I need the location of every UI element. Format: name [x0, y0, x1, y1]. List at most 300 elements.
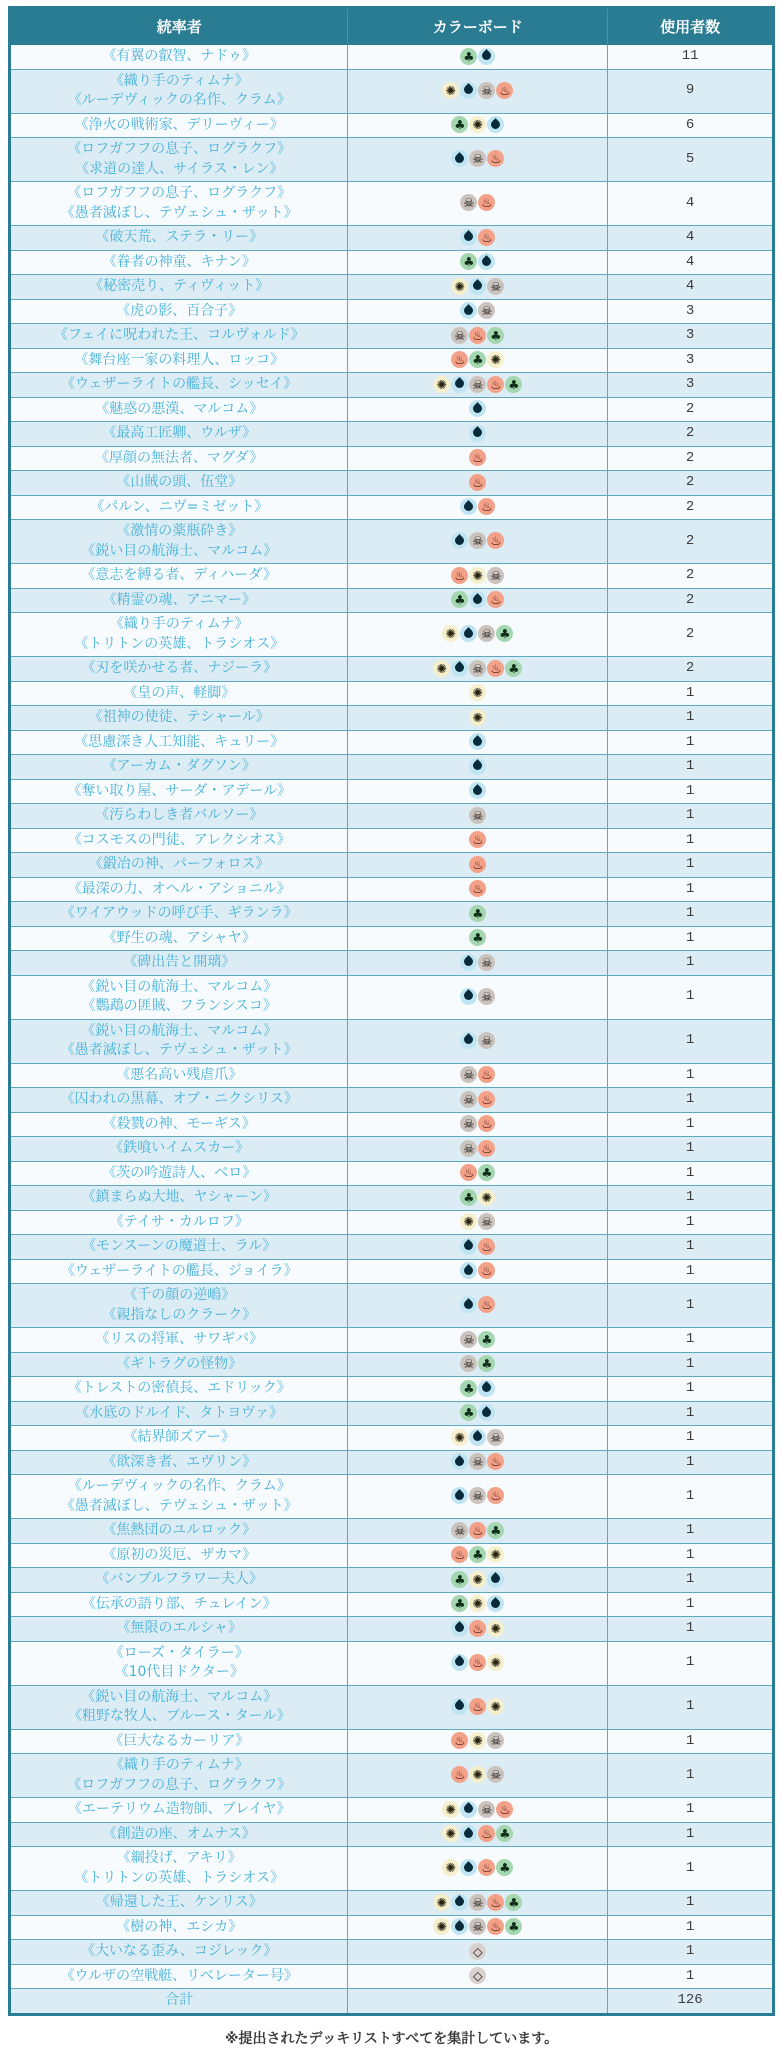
- color-identity-cell: [348, 69, 608, 113]
- usage-count-cell: 1: [608, 828, 774, 853]
- table-row: [10, 1822, 774, 1847]
- color-identity-cell: [348, 1137, 608, 1162]
- commander-name-link[interactable]: 《奪い取り屋、サーダ・アデール》: [67, 782, 292, 799]
- color-identity-cell: [348, 588, 608, 613]
- color-identity-cell: [348, 138, 608, 182]
- color-identity-cell: [348, 951, 608, 976]
- usage-count-cell: 1: [608, 1328, 774, 1353]
- total-label-cell: 合計: [10, 1989, 348, 2015]
- red-mana-icon: ♨: [469, 1698, 486, 1715]
- commander-name-link[interactable]: 《無限のエルシャ》: [116, 1620, 242, 1636]
- blue-mana-icon: [469, 591, 486, 608]
- table-row: [10, 828, 774, 853]
- usage-count-cell: 2: [608, 397, 774, 422]
- table-row: [10, 975, 774, 1019]
- green-mana-icon: ♣: [451, 591, 468, 608]
- color-identity-cell: [348, 250, 608, 275]
- commander-name-link[interactable]: 《伝承の語り部、チュレイン》: [81, 1595, 277, 1612]
- red-mana-icon: ♨: [487, 1918, 504, 1935]
- usage-count-cell: 2: [608, 613, 774, 657]
- white-mana-icon: ✺: [442, 1801, 459, 1818]
- color-identity-cell: [348, 422, 608, 447]
- black-mana-icon: ☠: [469, 1453, 486, 1470]
- color-identity-cell: [348, 1964, 608, 1989]
- commander-name-cell: [10, 348, 348, 373]
- white-mana-icon: ✺: [433, 1894, 450, 1911]
- commander-name-link[interactable]: 《悪名高い残虐爪》: [116, 1066, 243, 1083]
- commander-name-cell: [10, 1543, 348, 1568]
- commander-name-link[interactable]: 《大いなる歪み、コジレック》: [81, 1943, 278, 1959]
- commander-name-cell: [10, 730, 348, 755]
- color-identity-cell: [348, 1284, 608, 1328]
- color-identity-cell: [348, 1641, 608, 1685]
- water-drop-shape: [462, 1264, 475, 1277]
- black-mana-icon: ☠: [460, 1115, 477, 1132]
- blue-mana-icon: [469, 1429, 486, 1446]
- blue-mana-icon: [460, 229, 477, 246]
- commander-name-cell: [10, 828, 348, 853]
- white-mana-icon: ✺: [451, 278, 468, 295]
- commander-name-link[interactable]: 《眷者の神童、キナン》: [102, 253, 256, 270]
- commander-name-link[interactable]: 《織り手のティムナ》: [109, 72, 249, 89]
- color-identity-cell: [348, 730, 608, 755]
- table-row: [10, 397, 774, 422]
- commander-name-link[interactable]: 《刃を咲かせる者、ナジーラ》: [81, 660, 278, 676]
- red-mana-icon: ♨: [487, 660, 504, 677]
- table-row: [10, 373, 774, 398]
- commander-name-link[interactable]: 《バンブルフラワー夫人》: [95, 1571, 263, 1587]
- commander-name-cell: [10, 1729, 348, 1754]
- color-identity-cell: [348, 397, 608, 422]
- commander-name-link[interactable]: 《フェイに呪われた王、コルヴォルド》: [53, 327, 305, 343]
- water-drop-shape: [489, 1572, 502, 1585]
- color-identity-cell: [348, 520, 608, 564]
- color-identity-cell: [348, 1352, 608, 1377]
- commander-name-link[interactable]: 《アーカム・ダグソン》: [102, 758, 256, 774]
- blue-mana-icon: [460, 1238, 477, 1255]
- commander-name-link[interactable]: 《リスの将軍、サワギバ》: [95, 1331, 264, 1347]
- water-drop-shape: [462, 1239, 475, 1252]
- color-identity-cell: [348, 564, 608, 589]
- table-row: [10, 588, 774, 613]
- blue-mana-icon: [460, 625, 477, 642]
- commander-name-link[interactable]: 《ウェザーライトの艦長、シッセイ》: [61, 376, 298, 392]
- red-mana-icon: ♨: [460, 1164, 477, 1181]
- usage-count-cell: 1: [608, 1063, 774, 1088]
- color-identity-cell: [348, 779, 608, 804]
- table-row: [10, 1641, 774, 1685]
- commander-name-link[interactable]: 《鋭い目の航海士、マルコム》: [81, 542, 278, 559]
- commander-name-link[interactable]: 《鋭い目の航海士、マルコム》: [81, 1688, 278, 1705]
- usage-count-cell: 1: [608, 1754, 774, 1798]
- commander-name-cell: [10, 422, 348, 447]
- commander-name-link[interactable]: 《野生の魂、アシャヤ》: [102, 929, 256, 946]
- commander-name-link[interactable]: 《浄火の戦術家、デリーヴィー》: [74, 116, 284, 133]
- commander-name-link[interactable]: 《虎の影、百合子》: [116, 302, 243, 319]
- usage-count-cell: 1: [608, 1543, 774, 1568]
- commander-name-link[interactable]: 《茨の吟遊詩人、ベロ》: [102, 1164, 257, 1181]
- commander-name-link[interactable]: 《厚顔の無法者、マグダ》: [95, 449, 264, 466]
- color-identity-cell: [348, 1186, 608, 1211]
- table-row: [10, 226, 774, 251]
- green-mana-icon: ♣: [451, 116, 468, 133]
- commander-name-link[interactable]: 《原初の災厄、ザカマ》: [102, 1546, 257, 1563]
- blue-mana-icon: [478, 1380, 495, 1397]
- usage-count-cell: 1: [608, 975, 774, 1019]
- black-mana-icon: ☠: [460, 1355, 477, 1372]
- green-mana-icon: ♣: [496, 625, 513, 642]
- commander-name-link[interactable]: 《コスモスの門徒、アレクシオス》: [67, 831, 291, 848]
- colorless-mana-icon: ◇: [469, 1943, 486, 1960]
- red-mana-icon: ♨: [469, 831, 486, 848]
- commander-name-link[interactable]: 《ロフガフフの息子、ログラクフ》: [67, 185, 292, 201]
- red-mana-icon: ♨: [469, 449, 486, 466]
- commander-name-cell: [10, 926, 348, 951]
- commander-name-link[interactable]: 《パルン、ニヴ=ミゼット》: [90, 498, 269, 515]
- color-identity-cell: [348, 828, 608, 853]
- commander-name-link[interactable]: 《テイサ・カルロフ》: [109, 1213, 249, 1230]
- commander-name-link[interactable]: 《トリトンの英雄、トラシオス》: [74, 1869, 285, 1886]
- commander-name-link[interactable]: 《求道の達人、サイラス・レン》: [75, 160, 284, 177]
- blue-mana-icon: [469, 782, 486, 799]
- commander-name-link[interactable]: 《エーテリウム造物師、ブレイヤ》: [67, 1801, 291, 1817]
- blue-mana-icon: [460, 1262, 477, 1279]
- commander-name-cell: [10, 373, 348, 398]
- usage-count-cell: 1: [608, 1940, 774, 1965]
- water-drop-shape: [462, 627, 475, 640]
- color-identity-cell: [348, 1617, 608, 1642]
- footnote: ※提出されたデッキリストすべてを集計しています。: [224, 2030, 559, 2047]
- commander-name-cell: [10, 1891, 348, 1916]
- usage-count-cell: 1: [608, 1112, 774, 1137]
- table-row: [10, 113, 774, 138]
- water-drop-shape: [471, 402, 484, 415]
- table-row: [10, 926, 774, 951]
- table-row: [10, 1259, 774, 1284]
- usage-count-cell: 1: [608, 779, 774, 804]
- black-mana-icon: ☠: [451, 327, 468, 344]
- white-mana-icon: ✺: [433, 660, 450, 677]
- white-mana-icon: ✺: [487, 1546, 504, 1563]
- blue-mana-icon: [469, 278, 486, 295]
- color-identity-cell: [348, 1847, 608, 1891]
- usage-count-cell: 1: [608, 853, 774, 878]
- commander-name-link[interactable]: 《織り手のティムナ》: [109, 616, 249, 632]
- color-identity-cell: [348, 1891, 608, 1916]
- table-row: [10, 951, 774, 976]
- commander-name-link[interactable]: 《鋭い目の航海士、マルコム》: [81, 1022, 278, 1039]
- usage-count-cell: 2: [608, 471, 774, 496]
- color-identity-cell: [348, 1210, 608, 1235]
- table-row: [10, 275, 774, 300]
- commander-name-cell: [10, 495, 348, 520]
- commander-name-link[interactable]: 《魅惑の悪漢、マルコム》: [95, 400, 264, 417]
- usage-count-cell: 1: [608, 1822, 774, 1847]
- colorless-mana-icon: ◇: [469, 1967, 486, 1984]
- water-drop-shape: [471, 426, 484, 439]
- black-mana-icon: ☠: [469, 660, 486, 677]
- color-identity-cell: [348, 1450, 608, 1475]
- commander-name-cell: [10, 1592, 348, 1617]
- water-drop-shape: [453, 1455, 466, 1468]
- commander-name-link[interactable]: 《焦熱団のユルロック》: [102, 1522, 257, 1538]
- blue-mana-icon: [460, 1296, 477, 1313]
- commander-name-link[interactable]: 《粗野な牧人、ブルース・タール》: [67, 1708, 291, 1724]
- commander-name-link[interactable]: 《ロフガフフの息子、ログラクフ》: [67, 1776, 292, 1793]
- commander-name-link[interactable]: 《鋭い目の航海士、マルコム》: [81, 978, 278, 995]
- commander-name-cell: [10, 520, 348, 564]
- table-row: [10, 45, 774, 70]
- blue-mana-icon: [460, 988, 477, 1005]
- commander-name-link[interactable]: 《最深の力、オヘル・アショニル》: [67, 880, 291, 897]
- commander-name-cell: [10, 657, 348, 682]
- water-drop-shape: [480, 255, 493, 268]
- white-mana-icon: ✺: [433, 1918, 450, 1935]
- commander-name-link[interactable]: 《ロフガフフの息子、ログラクフ》: [67, 141, 292, 157]
- commander-name-link[interactable]: 《鍛冶の神、パーフォロス》: [88, 856, 270, 872]
- commander-name-link[interactable]: 《ローズ・タイラー》: [109, 1644, 249, 1661]
- commander-name-cell: [10, 1798, 348, 1823]
- usage-count-cell: 1: [608, 1964, 774, 1989]
- green-mana-icon: ♣: [505, 660, 522, 677]
- table-row: [10, 1088, 774, 1113]
- color-identity-cell: [348, 275, 608, 300]
- black-mana-icon: ☠: [487, 1429, 504, 1446]
- commander-name-cell: [10, 1235, 348, 1260]
- blue-mana-icon: [451, 532, 468, 549]
- commander-name-link[interactable]: 《激情の薬瓶砕き》: [116, 523, 243, 539]
- color-identity-cell: [348, 975, 608, 1019]
- color-identity-cell: [348, 1592, 608, 1617]
- black-mana-icon: ☠: [469, 376, 486, 393]
- green-mana-icon: ♣: [469, 929, 486, 946]
- table-row: [10, 1915, 774, 1940]
- red-mana-icon: ♨: [487, 150, 504, 167]
- table-row: [10, 69, 774, 113]
- blue-mana-icon: [460, 1859, 477, 1876]
- green-mana-icon: ♣: [469, 1546, 486, 1563]
- commander-name-cell: [10, 45, 348, 70]
- commander-name-link[interactable]: 《ギトラグの怪物》: [116, 1355, 243, 1372]
- commander-name-link[interactable]: 《ルーデヴィックの名作、クラム》: [67, 92, 291, 108]
- red-mana-icon: ♨: [451, 567, 468, 584]
- usage-count-cell: 4: [608, 250, 774, 275]
- water-drop-shape: [471, 735, 484, 748]
- table-row: [10, 1352, 774, 1377]
- commander-name-link[interactable]: 《親指なしのクラーク》: [102, 1306, 257, 1323]
- white-mana-icon: ✺: [487, 1654, 504, 1671]
- red-mana-icon: ♨: [469, 880, 486, 897]
- table-row: [10, 564, 774, 589]
- red-mana-icon: ♨: [469, 1620, 486, 1637]
- water-drop-shape: [462, 1861, 475, 1874]
- color-identity-cell: [348, 1161, 608, 1186]
- commander-name-link[interactable]: 《水底のドルイド、タトヨヴァ》: [75, 1404, 284, 1421]
- column-header-commander: 統率者: [10, 8, 348, 45]
- color-identity-cell: [348, 1729, 608, 1754]
- commander-name-cell: [10, 1019, 348, 1063]
- table-row: [10, 348, 774, 373]
- usage-count-cell: 1: [608, 1259, 774, 1284]
- commander-name-link[interactable]: 《織り手のティムナ》: [109, 1757, 249, 1773]
- commander-name-cell: [10, 779, 348, 804]
- table-row: [10, 1475, 774, 1519]
- red-mana-icon: ♨: [487, 376, 504, 393]
- commander-name-link[interactable]: 《欲深き者、エヴリン》: [102, 1453, 257, 1470]
- commander-name-link[interactable]: 《ウェザーライトの艦長、ジョイラ》: [60, 1262, 298, 1279]
- commander-name-cell: [10, 1685, 348, 1729]
- table-row: [10, 138, 774, 182]
- white-mana-icon: ✺: [469, 1732, 486, 1749]
- commander-name-link[interactable]: 《ウルザの空戦艇、リベレーター号》: [60, 1967, 298, 1984]
- table-row: [10, 1112, 774, 1137]
- commander-name-cell: [10, 1328, 348, 1353]
- commander-name-cell: [10, 1915, 348, 1940]
- white-mana-icon: ✺: [433, 376, 450, 393]
- water-drop-shape: [471, 1430, 484, 1443]
- commander-name-cell: [10, 975, 348, 1019]
- water-drop-shape: [462, 955, 475, 968]
- commander-name-link[interactable]: 《汚らわしき者バルソー》: [95, 807, 264, 823]
- usage-count-cell: 1: [608, 730, 774, 755]
- red-mana-icon: ♨: [451, 351, 468, 368]
- usage-count-cell: 1: [608, 1519, 774, 1544]
- usage-count-cell: 1: [608, 1377, 774, 1402]
- commander-name-link[interactable]: 《有翼の叡智、ナドゥ》: [102, 48, 257, 64]
- water-drop-shape: [453, 1489, 466, 1502]
- commander-name-link[interactable]: 《最高工匠卿、ウルザ》: [102, 425, 257, 441]
- commander-name-cell: [10, 138, 348, 182]
- water-drop-shape: [462, 83, 475, 96]
- usage-count-cell: 1: [608, 706, 774, 731]
- black-mana-icon: ☠: [460, 1331, 477, 1348]
- usage-count-cell: 1: [608, 755, 774, 780]
- black-mana-icon: ☠: [469, 532, 486, 549]
- red-mana-icon: ♨: [478, 1262, 495, 1279]
- blue-mana-icon: [487, 116, 504, 133]
- commander-name-link[interactable]: 《トリトンの英雄、トラシオス》: [74, 635, 285, 652]
- commander-name-link[interactable]: 《殺戮の神、モーギス》: [102, 1115, 256, 1132]
- green-mana-icon: ♣: [505, 1918, 522, 1935]
- commander-name-link[interactable]: 《鸚鵡の匪賊、フランシスコ》: [81, 998, 277, 1014]
- commander-name-link[interactable]: 《帰還した王、ケンリス》: [95, 1894, 263, 1910]
- commander-name-cell: [10, 69, 348, 113]
- commander-name-link[interactable]: 《愚者滅ぼし、テヴェシュ・ザット》: [60, 1042, 298, 1058]
- white-mana-icon: ✺: [469, 1595, 486, 1612]
- table-row: [10, 804, 774, 829]
- color-identity-cell: [348, 1377, 608, 1402]
- color-identity-cell: [348, 1940, 608, 1965]
- commander-name-cell: [10, 1401, 348, 1426]
- commander-name-link[interactable]: 《創造の座、オムナス》: [102, 1825, 256, 1842]
- white-mana-icon: ✺: [460, 1213, 477, 1230]
- black-mana-icon: ☠: [478, 302, 495, 319]
- commander-name-cell: [10, 1475, 348, 1519]
- commander-name-link[interactable]: 《思慮深き人工知能、キュリー》: [74, 733, 285, 750]
- commander-name-link[interactable]: 《舞台座一家の料理人、ロッコ》: [74, 351, 285, 368]
- red-mana-icon: ♨: [469, 856, 486, 873]
- table-row: [10, 471, 774, 496]
- red-mana-icon: ♨: [451, 1732, 468, 1749]
- table-row: [10, 1729, 774, 1754]
- red-mana-icon: ♨: [478, 229, 495, 246]
- red-mana-icon: ♨: [478, 498, 495, 515]
- blue-mana-icon: [478, 253, 495, 270]
- commander-usage-table: [8, 6, 775, 2016]
- green-mana-icon: ♣: [487, 1522, 504, 1539]
- commander-name-link[interactable]: 《鉄喰いイムスカー》: [109, 1140, 250, 1156]
- water-drop-shape: [453, 1621, 466, 1634]
- water-drop-shape: [480, 1406, 493, 1419]
- commander-name-link[interactable]: 《巨大なるカーリア》: [109, 1732, 250, 1749]
- commander-name-link[interactable]: 《トレストの密偵長、エドリック》: [67, 1380, 291, 1396]
- usage-count-cell: 1: [608, 1210, 774, 1235]
- black-mana-icon: ☠: [469, 1918, 486, 1935]
- color-identity-cell: [348, 1235, 608, 1260]
- commander-name-link[interactable]: 《樹の神、エシカ》: [116, 1918, 243, 1935]
- table-row: [10, 1019, 774, 1063]
- commander-name-cell: [10, 446, 348, 471]
- usage-count-cell: 1: [608, 1617, 774, 1642]
- commander-name-link[interactable]: 《鎮まらぬ大地、ヤシャーン》: [81, 1189, 277, 1205]
- commander-name-link[interactable]: 《秘密売り、ティヴィット》: [89, 278, 270, 294]
- commander-name-link[interactable]: 《愚者滅ぼし、テヴェシュ・ザット》: [60, 1497, 298, 1514]
- color-identity-cell: [348, 348, 608, 373]
- water-drop-shape: [462, 500, 475, 513]
- commander-name-link[interactable]: 《精霊の魂、アニマー》: [102, 591, 256, 608]
- water-drop-shape: [480, 49, 493, 62]
- usage-count-cell: 1: [608, 1019, 774, 1063]
- table-row: [10, 324, 774, 349]
- white-mana-icon: ✺: [469, 684, 486, 701]
- green-mana-icon: ♣: [469, 905, 486, 922]
- commander-name-link[interactable]: 《ワイアウッドの呼び手、ギランラ》: [60, 905, 298, 921]
- commander-name-link[interactable]: 《囚われの黒幕、オブ・ニクシリス》: [60, 1091, 298, 1107]
- usage-count-cell: 1: [608, 1186, 774, 1211]
- commander-name-cell: [10, 877, 348, 902]
- commander-name-link[interactable]: 《10代目ドクター》: [114, 1664, 244, 1680]
- white-mana-icon: ✺: [451, 1429, 468, 1446]
- commander-name-link[interactable]: 《愚者滅ぼし、テヴェシュ・ザット》: [60, 204, 298, 221]
- blue-mana-icon: [460, 1032, 477, 1049]
- commander-name-link[interactable]: 《山賊の頭、伍堂》: [116, 474, 243, 490]
- usage-count-cell: 1: [608, 926, 774, 951]
- commander-name-link[interactable]: 《結界師ズアー》: [123, 1429, 236, 1445]
- commander-name-link[interactable]: 《モンスーンの魔道士、ラル》: [82, 1238, 277, 1254]
- commander-name-link[interactable]: 《ルーデヴィックの名作、クラム》: [67, 1478, 291, 1494]
- white-mana-icon: ✺: [469, 709, 486, 726]
- blue-mana-icon: [460, 498, 477, 515]
- commander-name-link[interactable]: 《意志を縛る者、ディハーダ》: [81, 567, 278, 583]
- usage-count-cell: 1: [608, 877, 774, 902]
- commander-name-link[interactable]: 《祖神の使徒、テシャール》: [88, 709, 270, 725]
- green-mana-icon: ♣: [478, 1164, 495, 1181]
- water-drop-shape: [471, 784, 484, 797]
- commander-name-link[interactable]: 《破天荒、ステラ・リー》: [95, 229, 264, 245]
- commander-name-link[interactable]: 《千の顔の逆嶋》: [123, 1287, 236, 1303]
- commander-name-link[interactable]: 《綱投げ、アキリ》: [116, 1850, 242, 1866]
- commander-name-link[interactable]: 《碑出告と開璃》: [123, 954, 236, 970]
- commander-name-link[interactable]: 《皇の声、軽脚》: [123, 684, 236, 701]
- black-mana-icon: ☠: [487, 278, 504, 295]
- green-mana-icon: ♣: [460, 1189, 477, 1206]
- water-drop-shape: [453, 661, 466, 674]
- black-mana-icon: ☠: [478, 1213, 495, 1230]
- commander-name-cell: [10, 1088, 348, 1113]
- water-drop-shape: [453, 377, 466, 390]
- white-mana-icon: ✺: [487, 1620, 504, 1637]
- blue-mana-icon: [469, 733, 486, 750]
